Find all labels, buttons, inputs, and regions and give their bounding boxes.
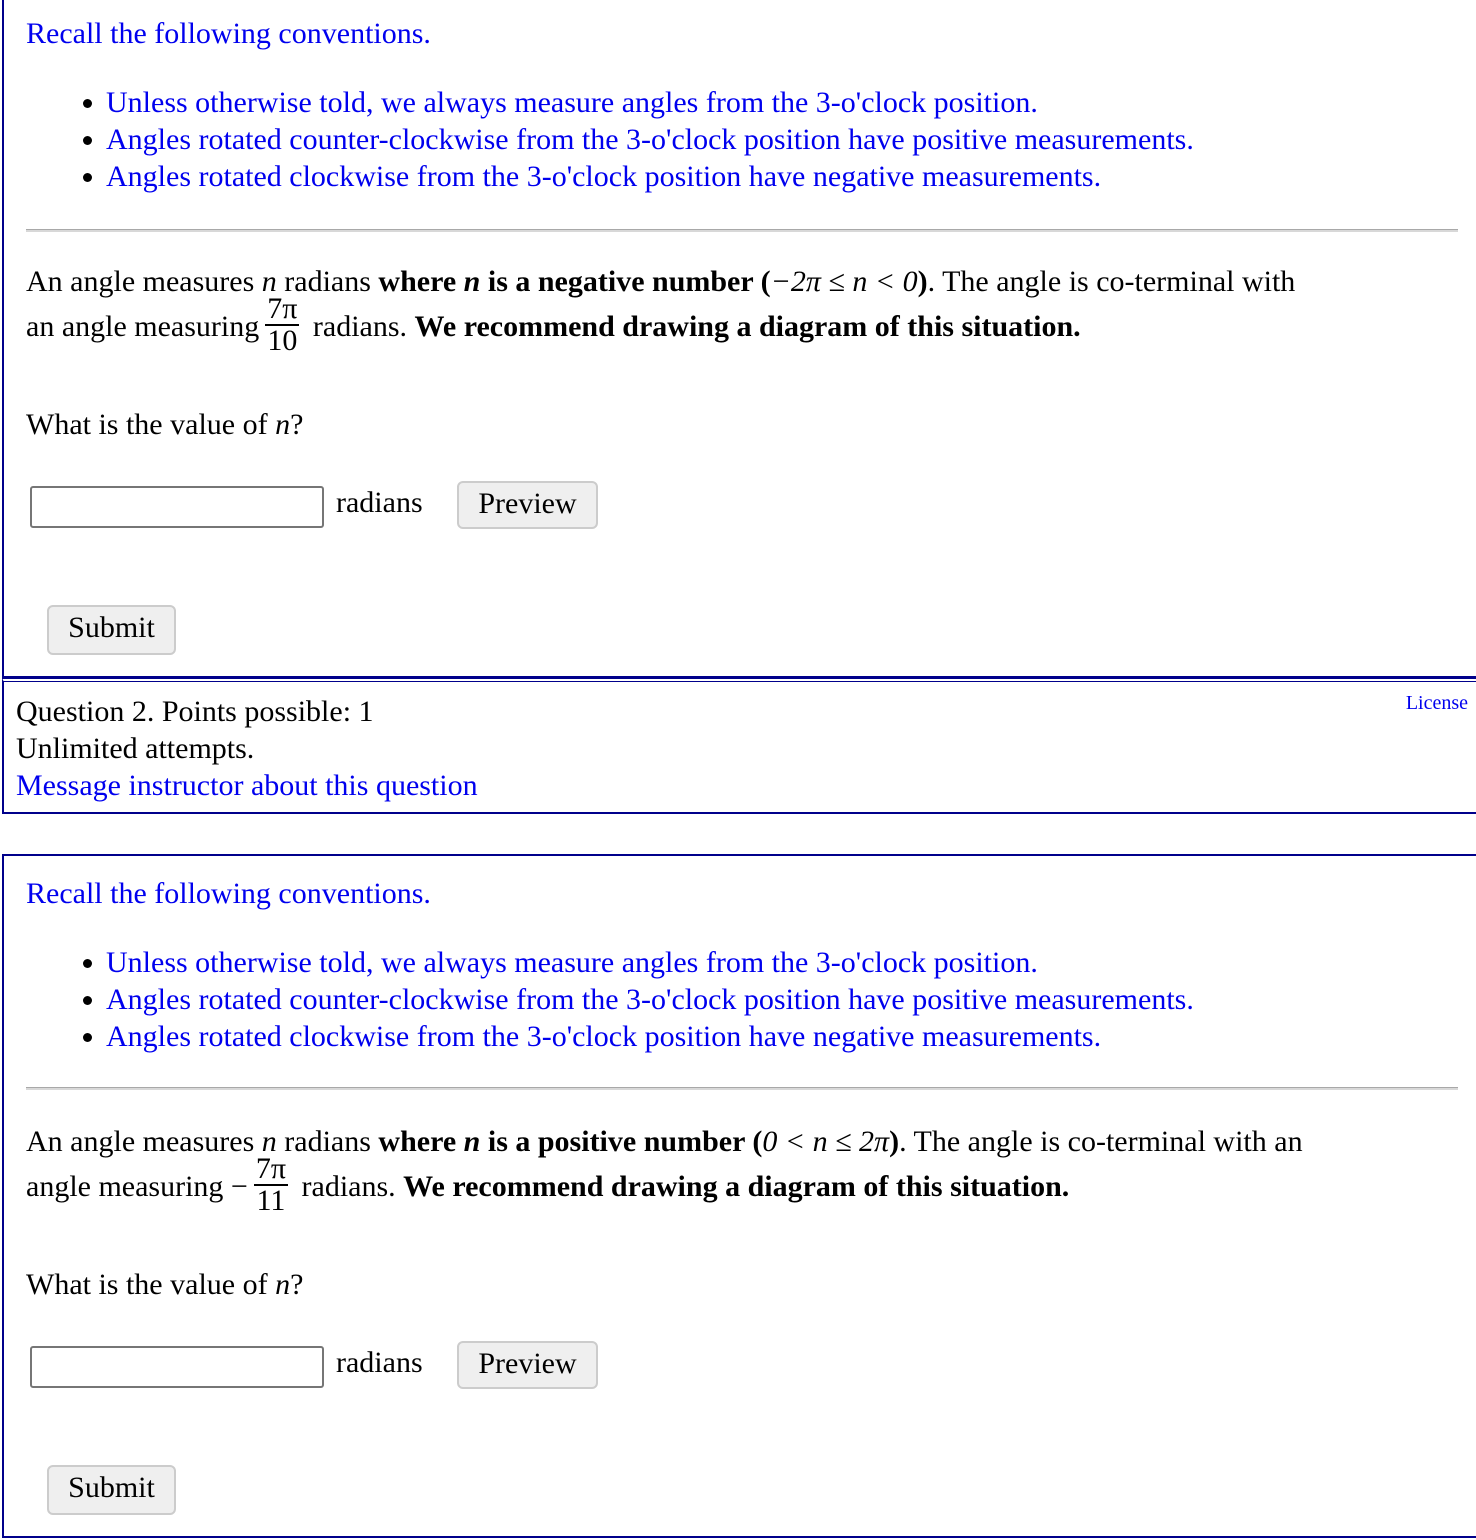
recall-heading: Recall the following conventions. — [26, 877, 431, 910]
prompt-text: an angle measuring — [26, 309, 260, 343]
fraction-numerator: 7π — [255, 1152, 287, 1185]
math-var: n — [463, 265, 481, 298]
prompt-text: radians — [276, 265, 379, 298]
convention-item: Angles rotated counter-clockwise from the 3-o'clock position have positive measurements. — [106, 983, 1194, 1016]
prompt-text: radians. — [305, 309, 415, 343]
math-var: n — [261, 1125, 277, 1158]
question-label: ? — [290, 1268, 304, 1301]
math-var: n — [275, 408, 291, 441]
question-info-box — [2, 678, 1476, 814]
conventions-list — [106, 944, 1194, 1055]
fraction — [265, 294, 299, 356]
question-label: ? — [290, 408, 304, 441]
prompt-text: . The angle is co-terminal with an — [899, 1125, 1303, 1158]
prompt-bold: ) — [889, 1125, 900, 1158]
prompt-text: An angle measures — [26, 265, 262, 298]
math-var: n — [275, 1268, 291, 1301]
convention-item: Angles rotated clockwise from the 3-o'clock position have negative measurements. — [106, 1018, 1194, 1055]
recall-heading: Recall the following conventions. — [26, 17, 431, 50]
question-label: What is the value of — [26, 1268, 276, 1301]
convention-item: Unless otherwise told, we always measure angles from the 3-o'clock position. — [106, 84, 1194, 121]
prompt-bold: where — [378, 1125, 464, 1158]
unit-label: radians — [336, 1346, 423, 1379]
prompt-text: . The angle is co-terminal with — [927, 265, 1296, 298]
question-1-box — [2, 0, 1476, 678]
prompt-bold: We recommend drawing a diagram of this situation. — [414, 309, 1081, 343]
fraction — [254, 1154, 288, 1216]
question-text — [26, 407, 303, 443]
license-link[interactable]: License — [1405, 692, 1468, 714]
divider — [26, 1087, 1458, 1090]
submit-button[interactable]: Submit — [47, 605, 176, 655]
prompt-line-1 — [26, 1124, 1303, 1160]
prompt-text: radians. — [294, 1169, 404, 1203]
prompt-line-2 — [26, 292, 1081, 360]
math-condition: −2π ≤ n < 0 — [770, 265, 918, 298]
fraction-denominator: 10 — [267, 324, 298, 357]
prompt-text: An angle measures — [26, 1125, 262, 1158]
prompt-bold: ) — [917, 265, 928, 298]
prompt-bold: is a positive number ( — [480, 1125, 763, 1158]
preview-button[interactable]: Preview — [457, 481, 598, 529]
unit-label: radians — [336, 486, 423, 519]
answer-input[interactable] — [30, 486, 324, 528]
fraction-denominator: 11 — [256, 1184, 286, 1217]
convention-item: Angles rotated clockwise from the 3-o'clock position have negative measurements. — [106, 158, 1194, 195]
conventions-list — [106, 84, 1194, 195]
convention-item: Unless otherwise told, we always measure angles from the 3-o'clock position. — [106, 944, 1194, 981]
prompt-line-1 — [26, 264, 1295, 300]
question-label: What is the value of — [26, 408, 276, 441]
attempts: Unlimited attempts. — [16, 732, 255, 765]
prompt-bold: We recommend drawing a diagram of this situation. — [403, 1169, 1070, 1203]
message-instructor-link[interactable]: Message instructor about this question — [16, 769, 478, 802]
prompt-bold: where — [378, 265, 464, 298]
question-2-box — [2, 854, 1476, 1538]
submit-button[interactable]: Submit — [47, 1465, 176, 1515]
convention-item: Angles rotated counter-clockwise from the 3-o'clock position have positive measurements. — [106, 123, 1194, 156]
question-text — [26, 1267, 303, 1303]
math-condition: 0 < n ≤ 2π — [762, 1125, 890, 1158]
prompt-bold: is a negative number ( — [480, 265, 771, 298]
prompt-line-2 — [26, 1152, 1070, 1220]
points-possible: Question 2. Points possible: 1 — [16, 695, 374, 728]
prompt-text: angle measuring − — [26, 1169, 248, 1203]
math-var: n — [261, 265, 277, 298]
preview-button[interactable]: Preview — [457, 1341, 598, 1389]
divider — [26, 229, 1458, 232]
prompt-text: radians — [276, 1125, 379, 1158]
fraction-numerator: 7π — [267, 292, 298, 325]
math-var: n — [463, 1125, 481, 1158]
answer-input[interactable] — [30, 1346, 324, 1388]
